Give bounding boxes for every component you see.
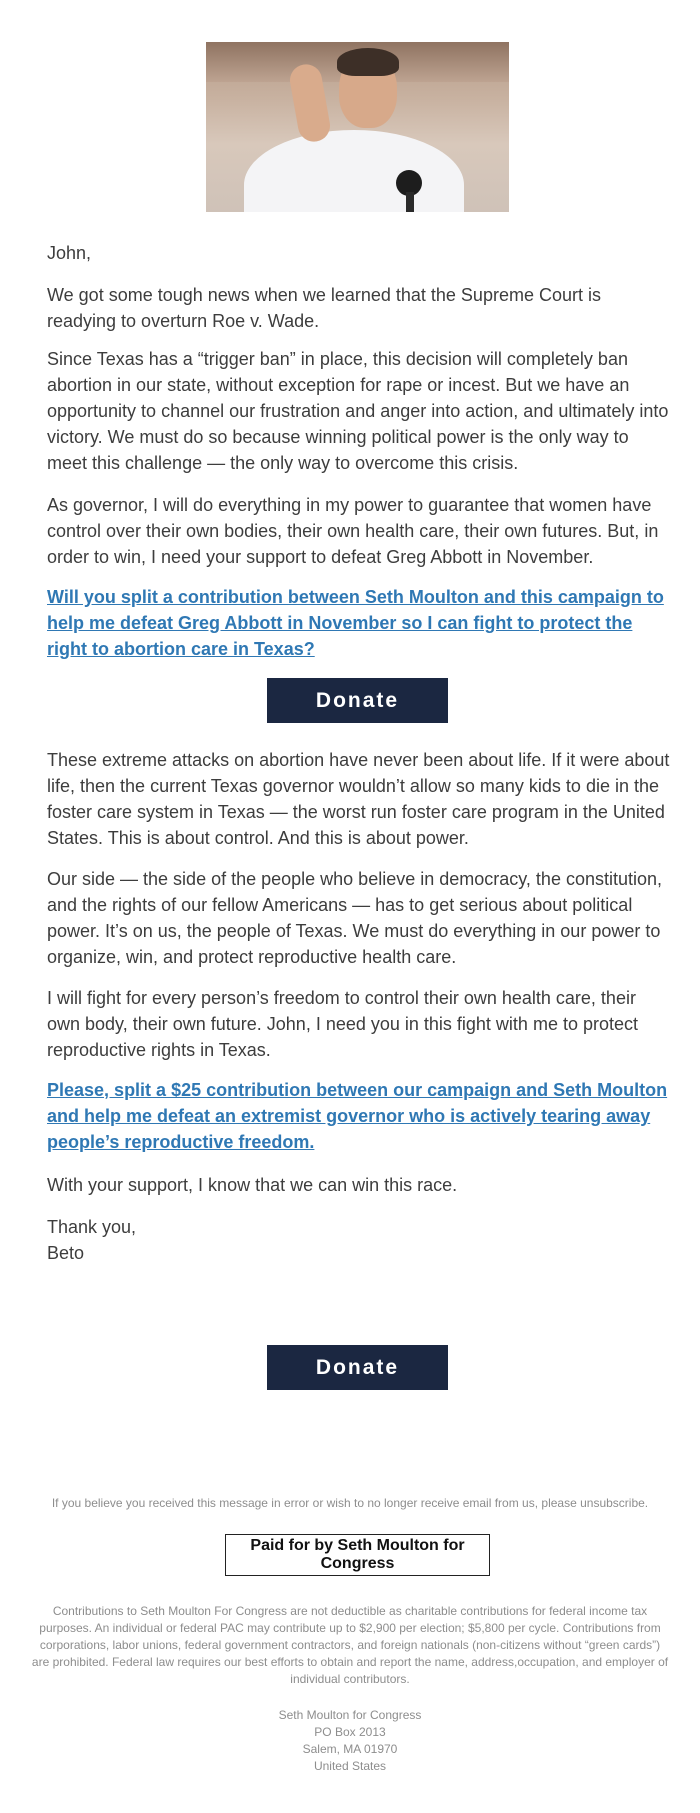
paragraph: With your support, I know that we can win this race. bbox=[47, 1175, 458, 1195]
paragraph: I will fight for every person’s freedom to control their own health care, their own body, their own future. John, I need you in this fight with me to protect reproductive rights in Texas. bbox=[47, 988, 638, 1060]
address-org: Seth Moulton for Congress bbox=[278, 1708, 422, 1722]
paragraph: As governor, I will do everything in my power to guarantee that women have control over their own bodies, their own health care, their own futures. But, in order to win, I need your support to defeat Greg Abbott in November. bbox=[47, 495, 659, 567]
signoff-closing: Thank you, bbox=[47, 1217, 137, 1237]
paragraph: Since Texas has a “trigger ban” in place, this decision will completely ban abortion in our state, without exception for rape or incest. But we have an opportunity to channel our frustration and anger into action, and ultimately into victory. We must do so because winning political power is the only way to meet this challenge — the only way to overcome this crisis. bbox=[47, 349, 669, 473]
address-country: United States bbox=[313, 1759, 387, 1773]
address-po-box: PO Box 2013 bbox=[314, 1725, 386, 1739]
contribution-link[interactable]: Please, split a $25 contribution between our campaign and Seth Moulton and help me defeat an extremist governor who is actively tearing away people’s reproductive freedom. bbox=[47, 1080, 668, 1152]
candidate-photo bbox=[206, 42, 509, 212]
signoff-name: Beto bbox=[47, 1243, 85, 1263]
paragraph: Our side — the side of the people who believe in democracy, the constitution, and the rights of our fellow Americans — has to get serious about political power. It’s on us, the people of Texas. We must do everything in our power to organize, win, and protect reproductive health care. bbox=[47, 869, 663, 967]
paragraph: We got some tough news when we learned that the Supreme Court is readying to overturn Roe v. Wade. bbox=[47, 285, 601, 331]
paragraph: These extreme attacks on abortion have never been about life. If it were about life, then the current Texas governor wouldn’t allow so many kids to die in the foster care system in Texas — the worst run foster care program in the United States. This is about control. And this is about power. bbox=[47, 750, 670, 848]
greeting: John, bbox=[47, 243, 92, 263]
legal-disclaimer: Contributions to Seth Moulton For Congress are not deductible as charitable contributions for federal income tax purposes. An individual or federal PAC may contribute up to $2,900 per election; $5,800 per cycle. Contributions from corporations, labor unions, federal government contractors, and foreign nationals (non-citizens without “green cards”) are prohibited. Federal law requires our best efforts to obtain and report the name, address,occupation, and employer of individual contributors. bbox=[31, 1604, 669, 1686]
paid-for-disclaimer: Paid for by Seth Moulton for Congress bbox=[225, 1534, 490, 1576]
donate-button[interactable]: Donate bbox=[267, 678, 448, 723]
address-city: Salem, MA 01970 bbox=[302, 1742, 398, 1756]
donate-button[interactable]: Donate bbox=[267, 1345, 448, 1390]
unsubscribe-notice[interactable]: If you believe you received this message in error or wish to no longer receive email from us, please unsubscribe. bbox=[51, 1496, 649, 1510]
contribution-link[interactable]: Will you split a contribution between Seth Moulton and this campaign to help me defeat Greg Abbott in November so I can fight to protect the right to abortion care in Texas? bbox=[47, 587, 664, 659]
